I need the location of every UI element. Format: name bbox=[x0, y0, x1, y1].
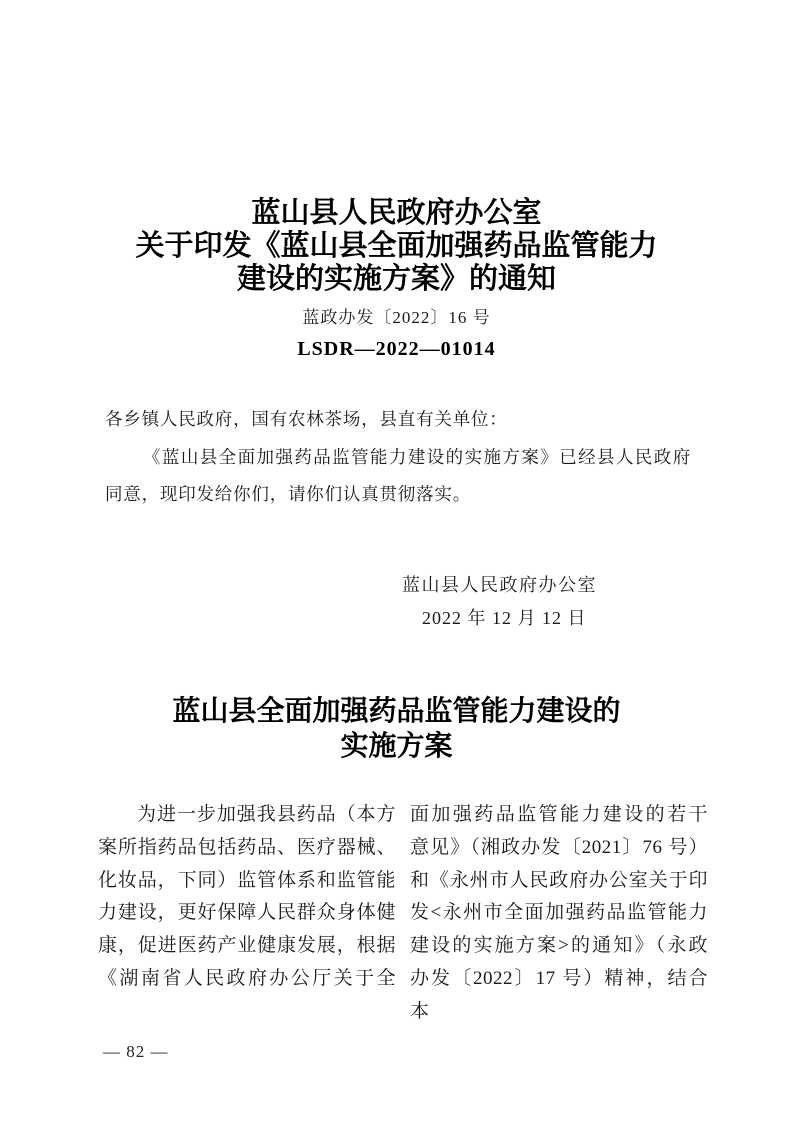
plan-left-line-5: 康，促进医药产业健康发展，根据 bbox=[98, 935, 396, 957]
plan-column-right bbox=[410, 799, 708, 1029]
plan-right-line-2: 意见》（湘政办发〔2021〕76 号） bbox=[410, 836, 708, 858]
notice-title-line-3: 建设的实施方案》的通知 bbox=[236, 261, 556, 295]
plan-right-line-3: 和《永州市人民政府办公室关于印 bbox=[410, 869, 708, 891]
recipients-line: 各乡镇人民政府，国有农林茶场，县直有关单位： bbox=[105, 409, 508, 429]
plan-title-line-2: 实施方案 bbox=[340, 729, 453, 762]
notice-header bbox=[0, 196, 793, 361]
notice-body-line-1: 《蓝山县全面加强药品监管能力建设的实施方案》已经县人民政府 bbox=[143, 446, 691, 467]
notice-title-line-1: 蓝山县人民政府办公室 bbox=[251, 195, 542, 229]
plan-right-line-1: 面加强药品监管能力建设的若干 bbox=[410, 804, 708, 825]
plan-left-line-4: 力建设，更好保障人民群众身体健 bbox=[98, 902, 396, 924]
plan-right-line-4: 发<永州市全面加强药品监管能力 bbox=[410, 902, 708, 924]
signature-org: 蓝山县人民政府办公室 bbox=[402, 575, 597, 595]
plan-left-line-3: 化妆品，下同）监管体系和监管能 bbox=[98, 869, 396, 891]
page-number: — 82 — bbox=[103, 1042, 169, 1061]
plan-left-line-2: 案所指药品包括药品、医疗器械、 bbox=[98, 836, 396, 858]
notice-title-line-2: 关于印发《蓝山县全面加强药品监管能力 bbox=[135, 228, 658, 262]
plan-column-left bbox=[98, 799, 396, 1029]
notice-body-line-2: 同意，现印发给你们，请你们认真贯彻落实。 bbox=[105, 484, 471, 504]
plan-title bbox=[0, 693, 793, 763]
archive-number: LSDR—2022—01014 bbox=[297, 338, 496, 360]
plan-left-line-6: 《湖南省人民政府办公厅关于全 bbox=[98, 967, 396, 989]
plan-columns bbox=[98, 799, 708, 1029]
document-number: 蓝政办发〔2022〕16 号 bbox=[302, 308, 491, 327]
signature-date: 2022 年 12 月 12 日 bbox=[422, 608, 587, 628]
plan-title-line-1: 蓝山县全面加强药品监管能力建设的 bbox=[172, 694, 621, 727]
plan-right-line-5: 建设的实施方案>的通知》（永政 bbox=[410, 935, 708, 957]
plan-right-line-6: 办发〔2022〕17 号）精神，结合本 bbox=[410, 967, 708, 1022]
plan-left-line-1: 为进一步加强我县药品（本方 bbox=[137, 804, 396, 825]
notice-title bbox=[0, 196, 793, 295]
notice-body bbox=[105, 401, 691, 514]
